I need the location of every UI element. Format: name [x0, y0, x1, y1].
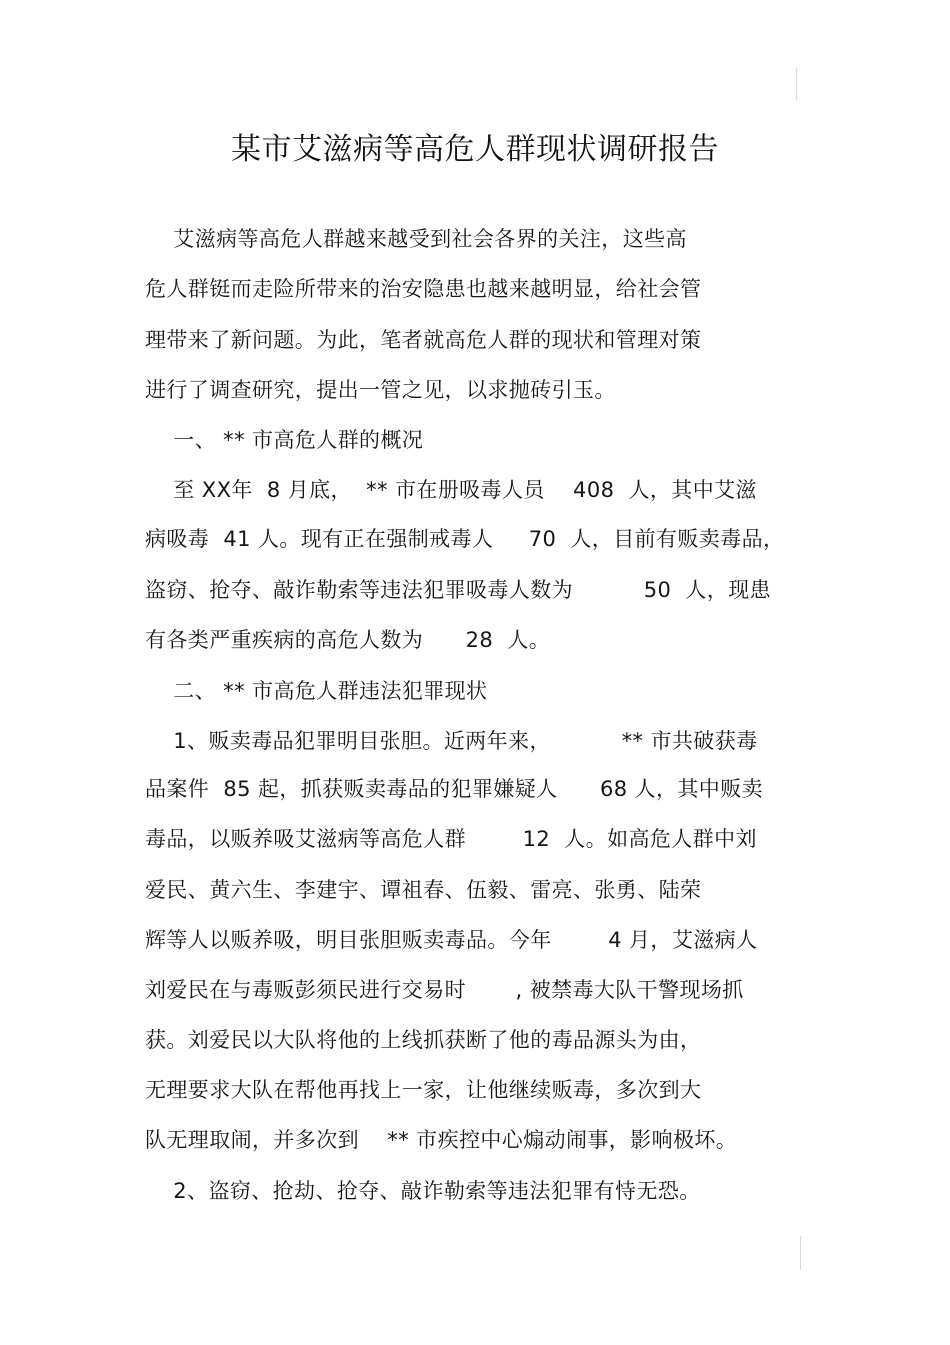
paragraph-line: 1、贩卖毒品犯罪明目张胆。近两年来， ** 市共破获毒	[145, 729, 758, 753]
section-heading: 二、 ** 市高危人群违法犯罪现状	[145, 679, 488, 703]
paragraph-line: 理带来了新问题。为此，笔者就高危人群的现状和管理对策	[145, 328, 702, 352]
paragraph-line: 无理要求大队在帮他再找上一家，让他继续贩毒，多次到大	[145, 1078, 702, 1102]
paragraph-line: 进行了调查研究，提出一管之见，以求抛砖引玉。	[145, 378, 616, 402]
paragraph-line: 有各类严重疾病的高危人数为 28 人。	[145, 628, 551, 652]
paragraph-line: 爱民、黄六生、李建宇、谭祖春、伍毅、雷亮、张勇、陆荣	[145, 878, 702, 902]
paragraph-line: 艾滋病等高危人群越来越受到社会各界的关注，这些高	[145, 227, 687, 251]
paragraph-line: 获。刘爱民以大队将他的上线抓获断了他的毒品源头为由，	[145, 1028, 702, 1052]
paragraph-line: 盗窃、抢夺、敲诈勒索等违法犯罪吸毒人数为 50 人，现患	[145, 578, 772, 602]
paragraph-line: 至 XX年 8 月底， ** 市在册吸毒人员 408 人，其中艾滋	[145, 478, 757, 502]
paragraph-line: 2、盗窃、抢劫、抢夺、敲诈勒索等违法犯罪有恃无恐。	[145, 1179, 701, 1203]
paragraph-line: 危人群铤而走险所带来的治安隐患也越来越明显，给社会管	[145, 277, 702, 301]
paragraph-line: 品案件 85 起，抓获贩卖毒品的犯罪嫌疑人 68 人，其中贩卖	[145, 777, 763, 801]
paragraph-line: 队无理取闹，并多次到 ** 市疾控中心煽动闹事，影响极坏。	[145, 1128, 738, 1152]
paragraph-line: 刘爱民在与毒贩彭须民进行交易时 , 被禁毒大队干警现场抓	[145, 978, 744, 1002]
crop-mark-top	[796, 68, 797, 100]
document-title: 某市艾滋病等高危人群现状调研报告	[231, 132, 719, 167]
section-heading: 一、 ** 市高危人群的概况	[145, 428, 424, 452]
paragraph-line: 辉等人以贩养吸，明目张胆贩卖毒品。今年 4 月，艾滋病人	[145, 928, 758, 952]
paragraph-line: 病吸毒 41 人。现有正在强制戒毒人 70 人，目前有贩卖毒品，	[145, 527, 785, 551]
crop-mark-bottom	[800, 1236, 801, 1270]
paragraph-line: 毒品，以贩养吸艾滋病等高危人群 12 人。如高危人群中刘	[145, 827, 757, 851]
